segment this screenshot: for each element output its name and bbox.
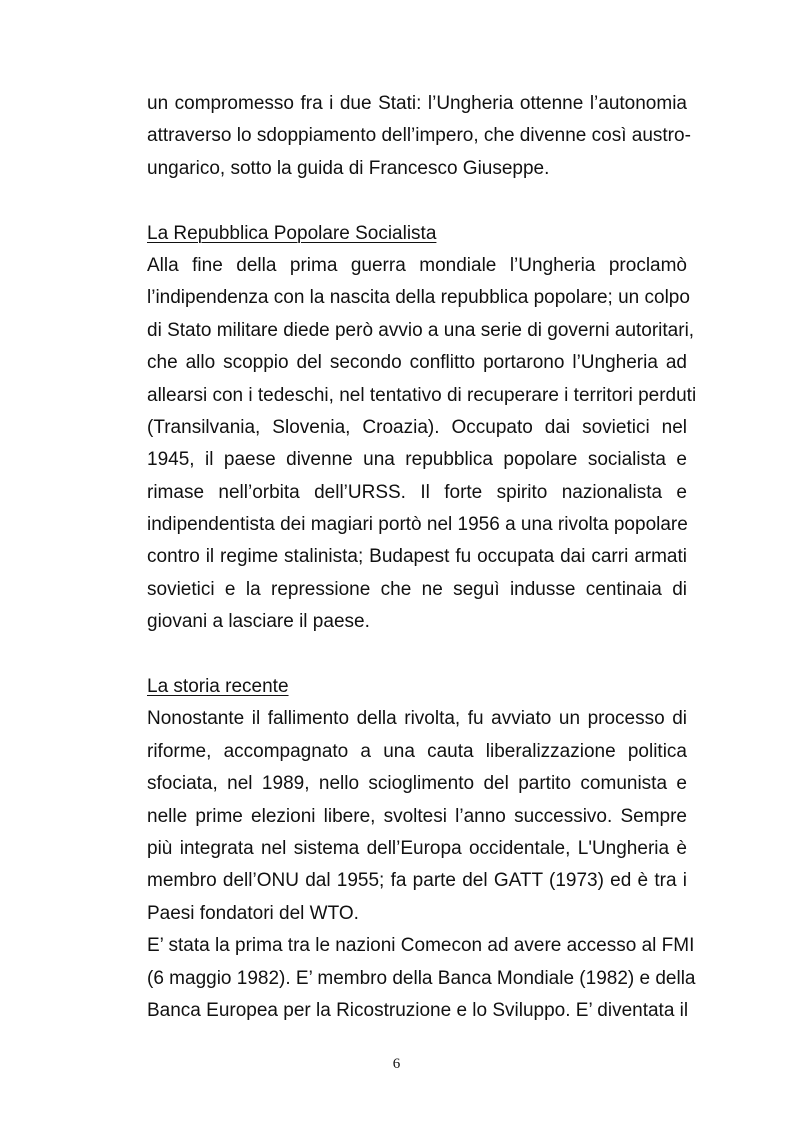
text-line: allearsi con i tedeschi, nel tentativo di recuperare i territori perduti bbox=[147, 384, 697, 406]
section-heading: La storia recente bbox=[147, 676, 289, 698]
text-line: membro dell’ONU dal 1955; fa parte del GATT (1973) ed è tra i bbox=[147, 870, 687, 892]
text-line: l’indipendenza con la nascita della repubblica popolare; un colpo bbox=[147, 287, 690, 309]
page-number: 6 bbox=[392, 1056, 401, 1072]
intro-paragraph bbox=[147, 88, 691, 185]
text-line: Paesi fondatori del WTO. bbox=[147, 902, 359, 924]
text-line: giovani a lasciare il paese. bbox=[147, 611, 370, 633]
text-line: E’ stata la prima tra le nazioni Comecon ad avere accesso al FMI bbox=[147, 935, 695, 957]
text-line: che allo scoppio del secondo conflitto portarono l’Ungheria ad bbox=[147, 352, 687, 374]
paragraph-spacer bbox=[147, 639, 687, 671]
text-line: Nonostante il fallimento della rivolta, fu avviato un processo di bbox=[147, 708, 687, 730]
text-line: sfociata, nel 1989, nello scioglimento del partito comunista e bbox=[147, 773, 687, 795]
text-line: (6 maggio 1982). E’ membro della Banca Mondiale (1982) e della bbox=[147, 967, 696, 989]
text-line: indipendentista dei magiari portò nel 1956 a una rivolta popolare bbox=[147, 514, 688, 536]
text-line: (Transilvania, Slovenia, Croazia). Occupato dai sovietici nel bbox=[147, 416, 687, 438]
text-line: di Stato militare diede però avvio a una serie di governi autoritari, bbox=[147, 319, 695, 341]
section-heading: La Repubblica Popolare Socialista bbox=[147, 222, 437, 244]
text-line: contro il regime stalinista; Budapest fu occupata dai carri armati bbox=[147, 546, 687, 568]
text-line: rimase nell’orbita dell’URSS. Il forte spirito nazionalista e bbox=[147, 481, 687, 503]
section-storia-recente bbox=[147, 671, 696, 1027]
section-repubblica-popolare bbox=[147, 218, 697, 639]
text-line: sovietici e la repressione che ne seguì indusse centinaia di bbox=[147, 578, 687, 600]
text-line: un compromesso fra i due Stati: l’Ungheria ottenne l’autonomia bbox=[147, 93, 687, 114]
text-line: riforme, accompagnato a una cauta liberalizzazione politica bbox=[147, 740, 687, 762]
paragraph-spacer bbox=[147, 185, 687, 217]
text-line: più integrata nel sistema dell’Europa occidentale, L'Ungheria è bbox=[147, 837, 687, 859]
document-page bbox=[147, 88, 697, 1027]
text-line: nelle prime elezioni libere, svoltesi l’anno successivo. Sempre bbox=[147, 805, 687, 827]
text-line: ungarico, sotto la guida di Francesco Giuseppe. bbox=[147, 157, 550, 179]
text-line: Alla fine della prima guerra mondiale l’Ungheria proclamò bbox=[147, 254, 687, 276]
text-line: 1945, il paese divenne una repubblica popolare socialista e bbox=[147, 449, 687, 471]
text-line: Banca Europea per la Ricostruzione e lo Sviluppo. E’ diventata il bbox=[147, 999, 689, 1021]
text-line: attraverso lo sdoppiamento dell’impero, che divenne così austro- bbox=[147, 125, 691, 147]
